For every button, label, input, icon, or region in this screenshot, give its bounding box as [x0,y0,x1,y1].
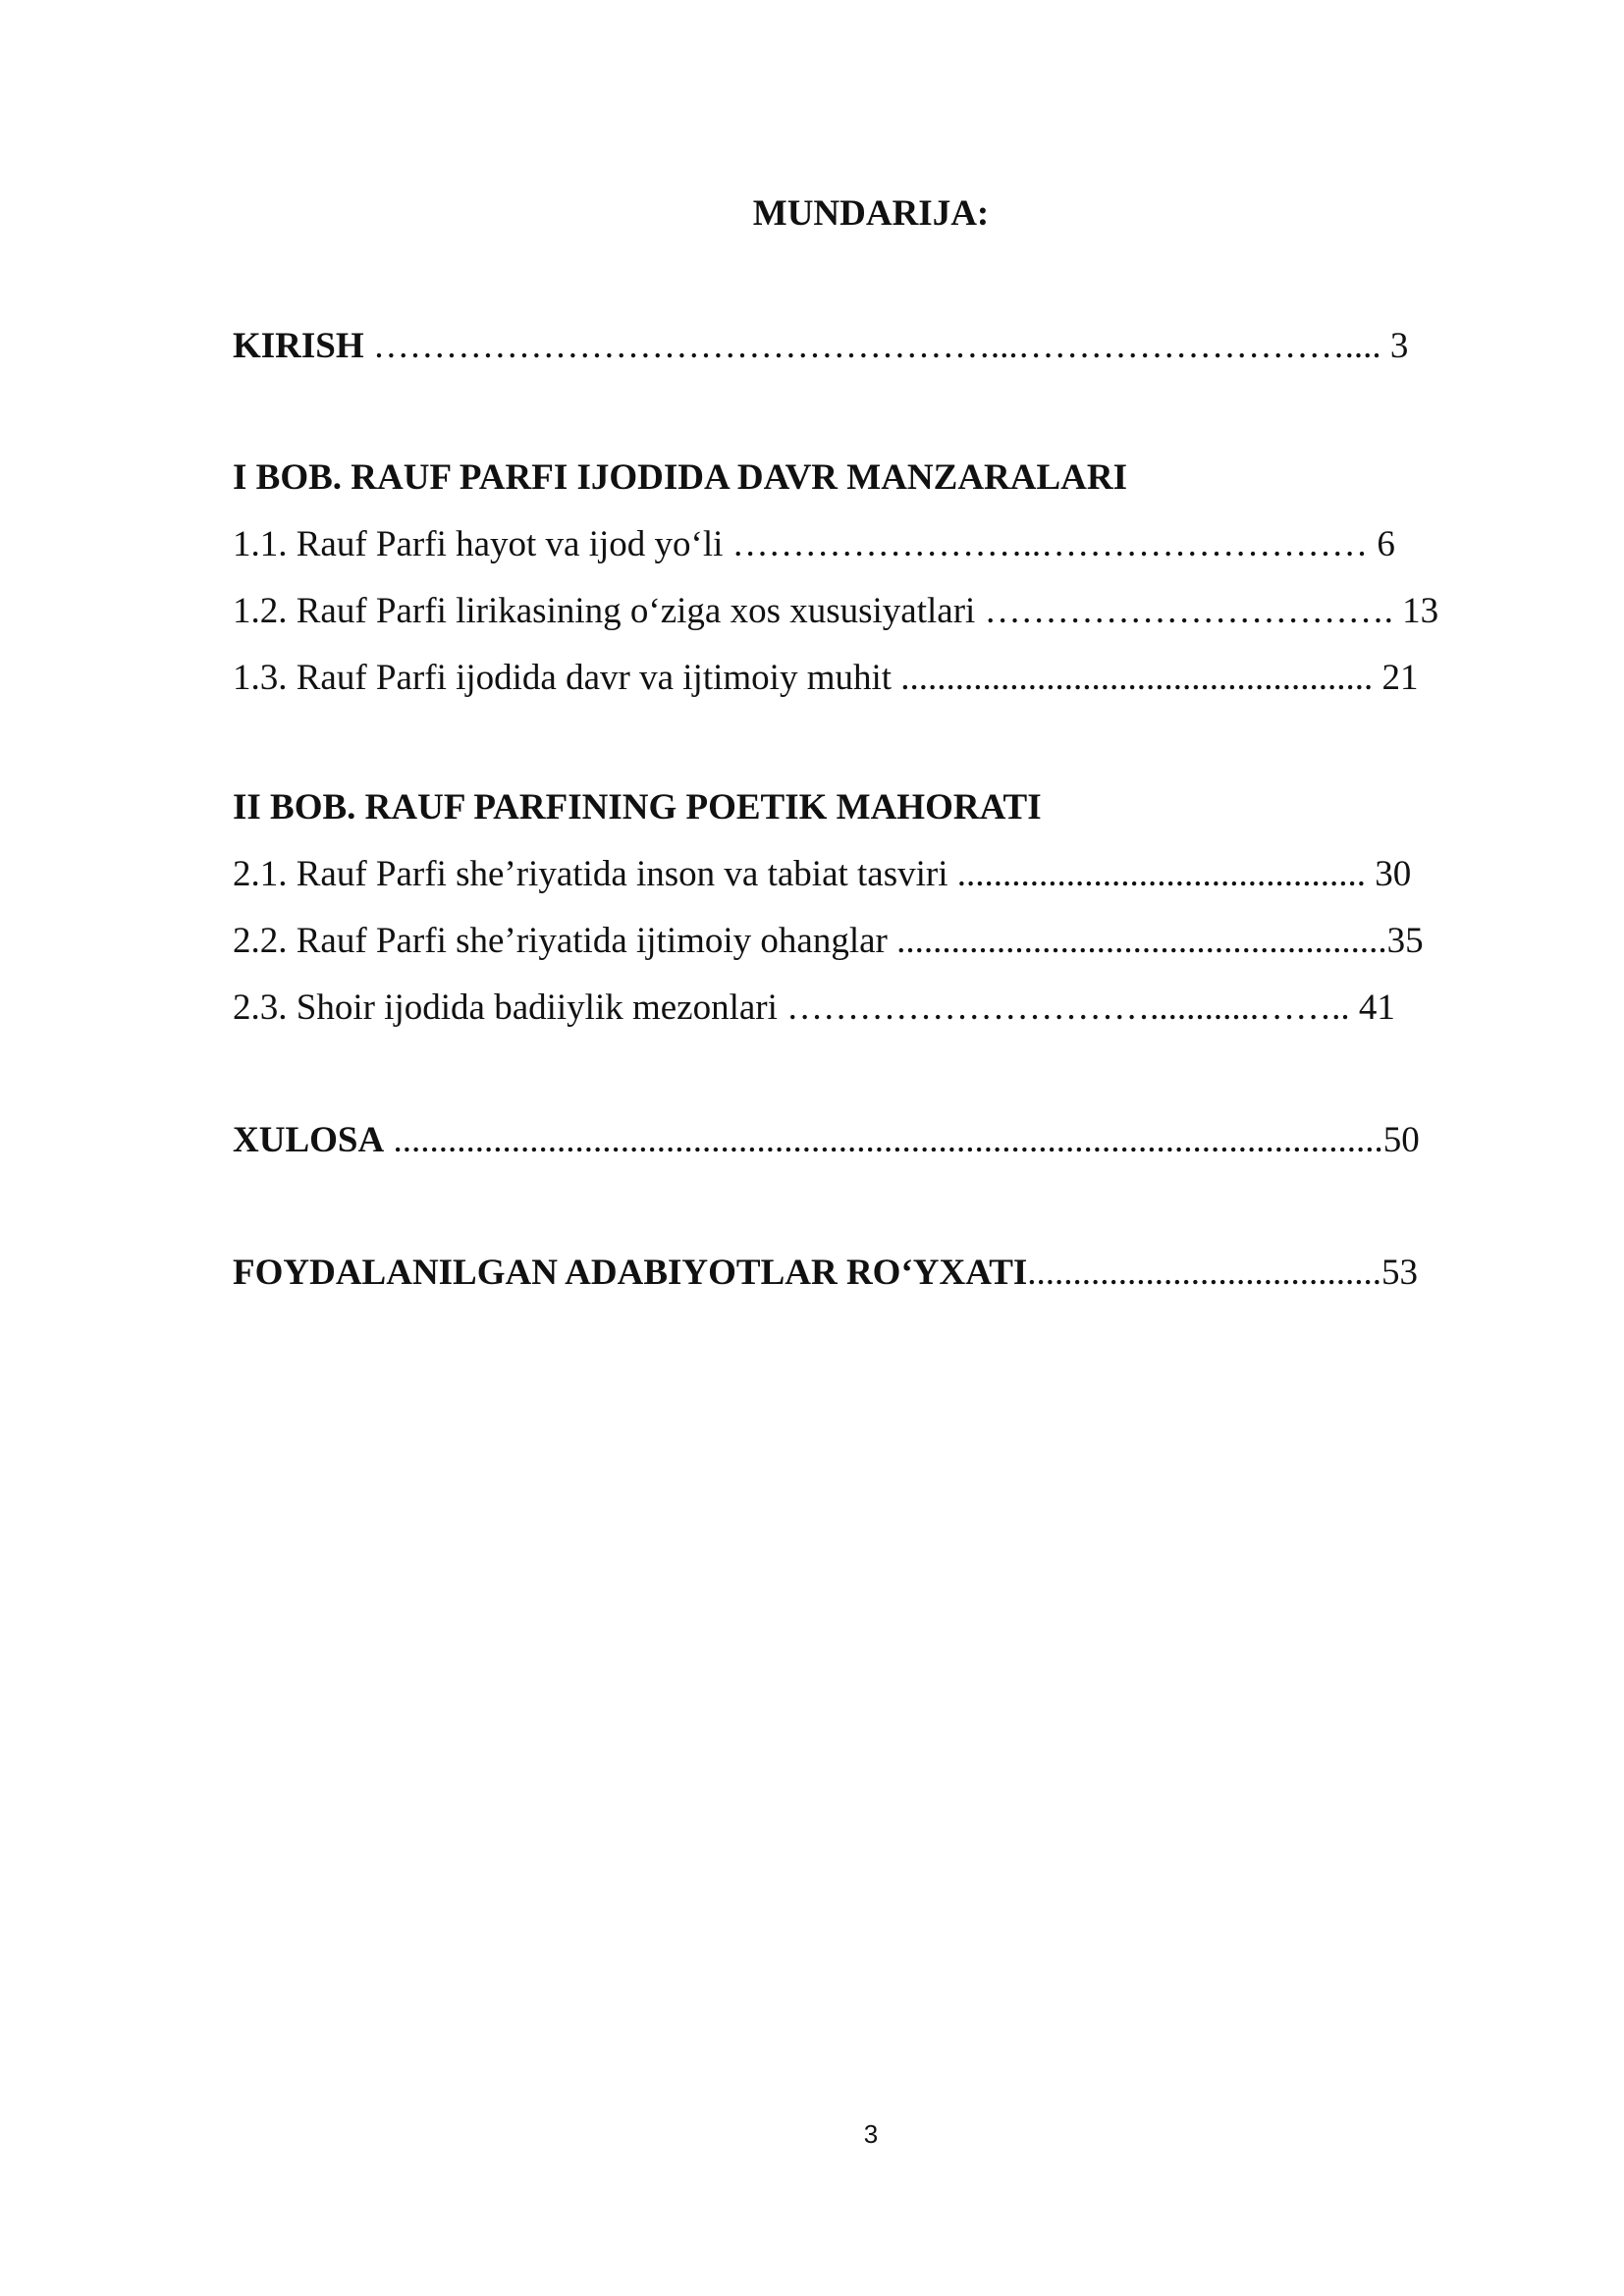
toc-entry-kirish [233,325,1408,368]
toc-entry-adabiyotlar [233,1252,1418,1295]
toc-entry-1-1 [233,523,1395,566]
toc-leader: ……………………………. [975,591,1403,631]
toc-leader: ……………………………………………...……………………….... [363,326,1390,366]
toc-entry-2-1 [233,853,1411,896]
toc-page-number: 3 [1389,326,1409,366]
toc-entry-2-3 [233,987,1395,1030]
page-title: MUNDARIJA: [752,193,990,234]
toc-entry-label: FOYDALANILGAN ADABIYOTLAR RO‘YXATI [233,1253,1028,1293]
toc-entry-label: 1.1. Rauf Parfi hayot va ijod yo‘li [233,524,724,564]
toc-entry-label: 2.2. Rauf Parfi she’riyatida ijtimoiy ohanglar [233,921,888,961]
toc-leader: ...................................................... [887,921,1387,961]
toc-entry-label: 1.2. Rauf Parfi lirikasining o‘ziga xos xususiyatlari [233,591,976,631]
toc-page-number: 13 [1402,591,1439,631]
page-number: 3 [863,2119,879,2149]
toc-entry-label: KIRISH [233,326,364,366]
toc-leader: .................................................... [892,658,1382,698]
toc-entry-label: 1.3. Rauf Parfi ijodida davr va ijtimoiy muhit [233,658,893,698]
toc-leader: ............................................................................................................. [384,1120,1383,1160]
toc-page-number: 50 [1382,1120,1420,1160]
toc-page-number: 53 [1381,1253,1419,1293]
toc-page-number: 30 [1375,854,1412,894]
toc-page-number: 21 [1381,658,1419,698]
toc-entry-1-2 [233,590,1438,633]
toc-entry-xulosa [233,1119,1420,1162]
chapter-heading-2: II BOB. RAUF PARFINING POETIK MAHORATI [233,787,1042,828]
chapter-heading-1: I BOB. RAUF PARFI IJODIDA DAVR MANZARALARI [233,457,1127,498]
toc-page-number: 41 [1358,988,1395,1028]
toc-entry-2-2 [233,920,1424,963]
toc-entry-1-3 [233,657,1419,700]
toc-leader: …………………………............…….. [777,988,1359,1028]
toc-entry-label: XULOSA [233,1120,385,1160]
toc-leader: ............................................. [947,854,1376,894]
toc-page-number: 35 [1386,921,1424,961]
toc-entry-label: 2.1. Rauf Parfi she’riyatida inson va tabiat tasviri [233,854,948,894]
toc-leader: ……………………..……………………… [723,524,1378,564]
toc-entry-label: 2.3. Shoir ijodida badiiylik mezonlari [233,988,778,1028]
toc-page-number: 6 [1377,524,1395,564]
toc-leader: ....................................... [1027,1253,1382,1293]
